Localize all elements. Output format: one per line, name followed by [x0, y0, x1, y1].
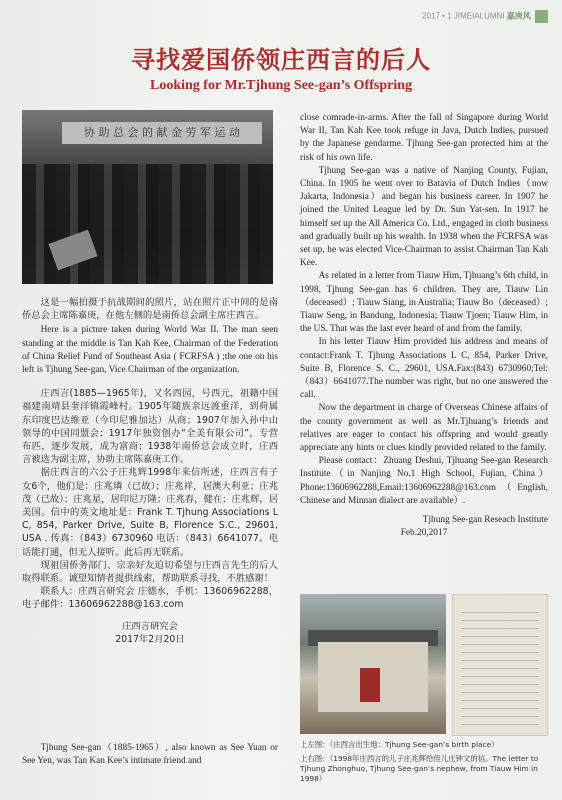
page-header	[422, 10, 548, 23]
signature-date-cn: 2017年2月20日	[115, 633, 185, 645]
page-number: 2017 • 1	[422, 11, 452, 21]
appeal-paragraph-en: Now the department in charge of Overseas Chinese affairs of the county government as well as Mr.Tjhuang’s friends and relatives are eager to contact his offspring and would greatly appreciate any hints or clues kindly provided related to the family.	[300, 403, 548, 454]
photo-banner: 协 助 总 会 的 献 金 劳 军 运 动	[62, 122, 262, 144]
birthplace-photo	[300, 594, 446, 734]
handwritten-letter	[461, 605, 539, 725]
bio-paragraph-en-start: Tjhung See-gan（1885-1965）, also known as See Yuan or See Yen, was Tan Kan Kee’s intimate friend and	[22, 743, 278, 767]
bio-paragraph-cn: 庄西言(1885—1965年)，又名西园，号西元，祖籍中国福建南靖县奎洋镇霞峰村。1905年随族亲远渡重洋，到荷属东印度巴达维亚（今印尼雅加达）从商；1907年加入孙中山领导的中国同盟会；1917年独资创办“全美有限公司”，专营布匹，逐步发展，成为富商；1938年南侨总会成立时，庄西言被选为副主席，协助主席陈嘉庚工作。	[22, 388, 278, 466]
appeal-paragraph-cn: 现祖国侨务部门、宗亲好友迫切希望与庄西言先生的后人取得联系。诚望知情者提供线索，帮助联系寻找，不胜感谢！	[22, 559, 278, 585]
title-chinese: 寻找爱国侨领庄西言的后人	[131, 46, 431, 74]
left-column-bottom	[22, 742, 278, 768]
signature-org-en: Tjhung See-gan Reseach Institute	[422, 515, 548, 526]
native-paragraph-en: Tjhung See-gan was a native of Nanjing County, Fujian, China. In 1905 he went over to Batavia of Dutch Indies（now Jakarta, Indonesia）and began his business career. In 1907 he joined the United League led by Dr. Sun Yat-sen. In 1917 he himself set up the All America Co. Ltd., engaged in cloth business and gradually built up his wealth. In 1938 when the FCRFSA was set up, he was elected Vice-Chairman to assist Chairman Tan Kah Kee.	[300, 165, 548, 269]
contact-paragraph-cn: 联系人：庄西言研究会 庄德水，手机：13606962288，电子邮件：13606962288@163.com	[22, 586, 278, 611]
letter-paragraph-cn: 据庄西言的六公子庄兆辉1998年来信所述，庄西言有子女6个，他们是：庄兆璘（已故）；庄兆祥，居澳大利亚；庄兆茂（已故）；庄兆星，居印尼万隆；庄兆春，健在；庄兆辉，居美国。信中的英文地址是：Frank T. Tjhung Associations L C, 854, Parker Drive, Suite B, Florence S.C., 29601, USA . 传真：（843）6730960 电话：（843）6641077。电话能打通，但无人接听。此后再无联系。	[22, 467, 278, 558]
left-column	[22, 296, 278, 646]
caption-left-image: 上左图：（庄西言出生地：Tjhung See-gan’s birth place）	[300, 740, 499, 749]
signature-org-cn: 庄西言研究会	[122, 620, 178, 632]
children-paragraph-en: As related in a letter from Tiauw Him, Tjhuang’s 6th child, in 1998, Tjhung See-gan has 6 children. They are, Tiauw Lin（deceased）; Tiauw Siang, in Australia; Tiauw Bo（deceased）; Tiauw Seng, in Bandung, Indonesia; Tiauw Tjoen; Tiauw Him, in the US. That was the last ever heard of and from the family.	[300, 271, 548, 335]
bio-paragraph-en-cont: close comrade-in-arms. After the fall of Singapore during World War II, Tan Kah Kee took refuge in Java, Dutch Indies, pursued by the Japanese gendarme. Tjhung See-gan protected him at the risk of his own life.	[300, 113, 548, 163]
right-column	[300, 112, 548, 541]
brand-en: JIMEIALUMNI	[453, 11, 505, 21]
brand-logo-icon	[535, 10, 548, 23]
wartime-group-photo	[22, 110, 273, 284]
title-english: Looking for Mr.Tjhung See-gan’s Offspring	[149, 78, 412, 93]
contact-paragraph-en: Please contact：Zhuang Deshui, Tjhuang See-gan Research Institute（in Nanjing No.1 High School, Fujian, China）Phone:13606962288,Email:13606962288@163.com（English, Chinese and Minnan dialect are available）.	[300, 456, 548, 506]
photo-caption-en: Here is a picture taken during World War II. The man seen standing at the middle is Tan Kah Kee, Chairman of the Federation of China Relief Fund of Southeast Asia ( FCRFSA ) ;the one on his left is Tjhung See-gan, Vice Chairman of the organization.	[22, 325, 278, 376]
address-paragraph-en: In his letter Tiauw Him provided his address and means of contact:Frank T. Tjhung Associations L C, 854, Parker Drive, Suite B, Florence S. C., 29601, USA.Fax:(843) 6730960;Tel:（843）6641077.The number was right, but no one answered the call.	[300, 337, 548, 401]
caption-right-image: 上右图：（1998年庄西言的儿子庄兆辉给侄儿庄钟文的信。The letter to Tjhung Zhonghuo, Tjhung See-gan’s nephew, from Tiauw Him in 1998）	[300, 754, 539, 783]
brand-cn: 嘉庚风	[506, 11, 531, 21]
photo-caption-cn: 这是一幅拍摄于抗战期间的照片，站在照片正中间的是南侨总会主席陈嘉庚，在他左侧的是南侨总会副主席庄西言。	[22, 297, 278, 322]
letter-photo	[452, 594, 548, 736]
signature-date-en: Feb.20,2017	[400, 528, 448, 539]
house-door	[360, 668, 380, 702]
